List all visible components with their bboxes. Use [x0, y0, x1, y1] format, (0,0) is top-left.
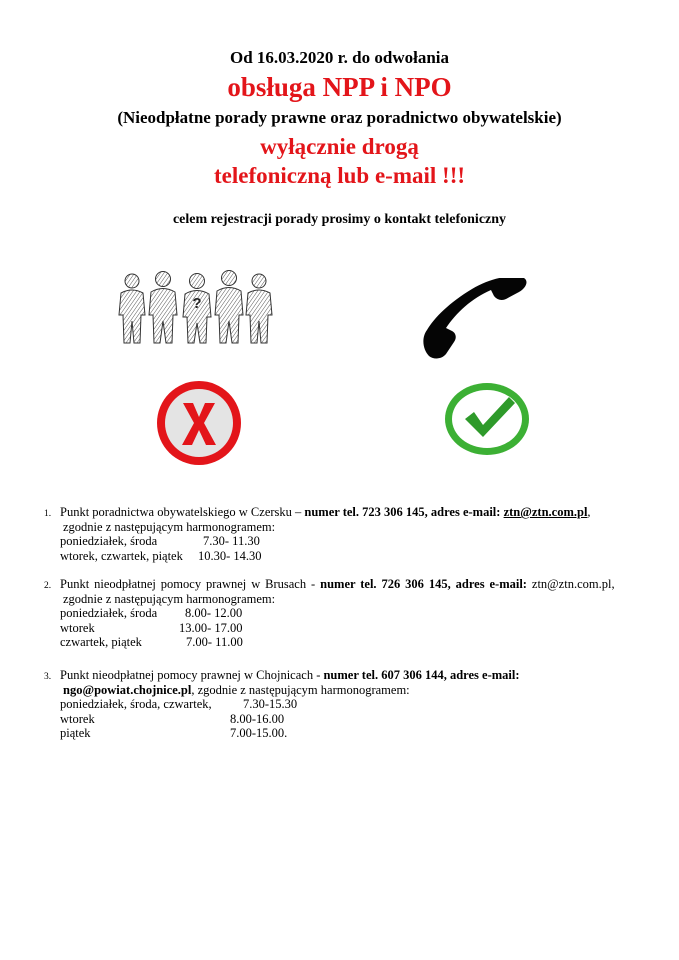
item-lead: Punkt nieodpłatnej pomocy prawnej w Chojnicach -: [60, 668, 324, 682]
schedule-days: wtorek: [60, 620, 95, 635]
schedule-days: piątek: [60, 726, 91, 740]
item-tail: ,: [611, 577, 615, 591]
item-contact: numer tel. 607 306 144, adres e-mail:: [323, 668, 520, 682]
item-contact: numer tel. 723 306 145, adres e-mail:: [304, 505, 504, 519]
schedule-hours: 7.30-15.30: [243, 697, 298, 711]
schedule-intro: zgodnie z następującym harmonogramem:: [63, 519, 276, 534]
schedule-hours: 10.30- 14.30: [198, 548, 262, 563]
item-number: 2.: [44, 581, 52, 591]
notice-emphasis-line-2: telefoniczną lub e-mail !!!: [213, 163, 466, 188]
schedule-days: wtorek: [60, 711, 95, 726]
email-link[interactable]: ztn@ztn.com.pl: [503, 505, 588, 519]
schedule-hours: 8.00-16.00: [230, 711, 285, 726]
people-crowd-icon: [118, 265, 274, 345]
schedule-hours: 7.00-15.00.: [230, 726, 288, 740]
notice-subtitle: (Nieodpłatne porady prawne oraz poradnictwo obywatelskie): [117, 108, 562, 127]
list-item: [32, 505, 652, 565]
item-lead: Punkt nieodpłatnej pomocy prawnej w Brusach -: [60, 577, 321, 591]
registration-instruction: celem rejestracji porady prosimy o kontakt telefoniczny: [172, 212, 507, 227]
list-item: [32, 668, 652, 743]
schedule-days: poniedziałek, środa: [60, 606, 158, 620]
schedule-hours: 8.00- 12.00: [185, 606, 243, 620]
schedule-intro: zgodnie z następującym harmonogramem:: [63, 591, 276, 606]
schedule-days: czwartek, piątek: [60, 635, 142, 649]
item-number: 3.: [44, 672, 52, 682]
svg-text:?: ?: [192, 295, 202, 312]
email-link[interactable]: ngo@powiat.chojnice.pl: [63, 682, 192, 697]
telephone-handset-icon: [420, 278, 535, 360]
item-tail: , zgodnie z następującym harmonogramem:: [191, 682, 410, 697]
red-x-circle-icon: [155, 379, 243, 467]
item-tail: ,: [587, 505, 591, 519]
green-check-circle-icon: [443, 381, 531, 457]
list-item: [32, 577, 652, 652]
item-lead: Punkt poradnictwa obywatelskiego w Czersku –: [60, 505, 305, 519]
schedule-days: poniedziałek, środa: [60, 534, 158, 548]
item-number: 1.: [44, 509, 52, 519]
schedule-hours: 7.00- 11.00: [186, 635, 243, 649]
notice-main-title: obsługa NPP i NPO: [227, 72, 452, 102]
notice-date-line: Od 16.03.2020 r. do odwołania: [230, 48, 449, 67]
notice-emphasis-line-1: wyłącznie drogą: [260, 134, 419, 159]
schedule-days: wtorek, czwartek, piątek: [60, 548, 183, 563]
schedule-hours: 7.30- 11.30: [203, 534, 260, 548]
email-link[interactable]: ztn@ztn.com.pl: [531, 577, 612, 591]
schedule-days: poniedziałek, środa, czwartek,: [60, 697, 212, 711]
item-contact: numer tel. 726 306 145, adres e-mail:: [320, 577, 532, 591]
schedule-hours: 13.00- 17.00: [179, 620, 243, 635]
